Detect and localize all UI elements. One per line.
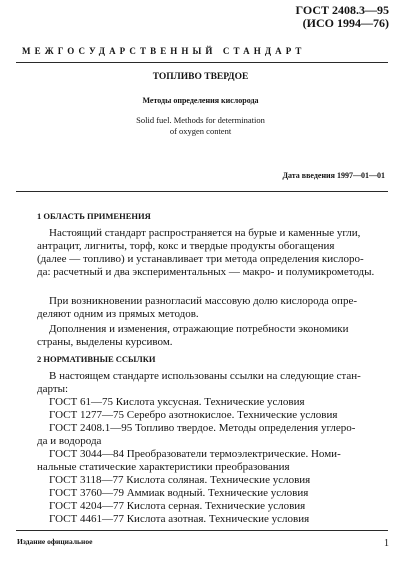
introduction-date: Дата введения 1997—01—01 xyxy=(282,171,385,180)
date-rule xyxy=(16,191,388,192)
reference-item: ГОСТ 3118—77 Кислота соляная. Технические условия xyxy=(49,474,311,486)
paragraph xyxy=(37,227,387,279)
text-line: антрацит, лигниты, торф, кокс и твердые продукты обогащения xyxy=(37,240,335,252)
standard-number: ГОСТ 2408.3—95 xyxy=(295,3,389,17)
text-line: (далее — топливо) и устанавливает три метода определения кислоро- xyxy=(37,253,364,265)
paragraph xyxy=(37,370,387,396)
text-line: страны, выделены курсивом. xyxy=(37,336,173,348)
text-line: дарты: xyxy=(37,383,69,395)
standard-type: МЕЖГОСУДАРСТВЕННЫЙ СТАНДАРТ xyxy=(22,46,306,56)
reference-item: ГОСТ 4204—77 Кислота серная. Технические условия xyxy=(49,500,306,512)
reference-list xyxy=(37,396,387,526)
document-title: ТОПЛИВО ТВЕРДОЕ xyxy=(152,72,249,82)
header-rule xyxy=(16,62,388,63)
official-edition-label: Издание официальное xyxy=(17,537,93,546)
reference-item: ГОСТ 3044—84 Преобразователи термоэлектрические. Номи- xyxy=(49,448,341,460)
text-line: При возникновении разногласий массовую долю кислорода опре- xyxy=(49,295,357,307)
reference-item: ГОСТ 4461—77 Кислота азотная. Технические условия xyxy=(49,513,310,525)
document-subtitle: Методы определения кислорода xyxy=(142,96,259,105)
standard-number-block xyxy=(296,4,390,30)
section-heading: 2 НОРМАТИВНЫЕ ССЫЛКИ xyxy=(37,354,156,364)
paragraph xyxy=(37,295,387,321)
text-line: Дополнения и изменения, отражающие потребности экономики xyxy=(49,323,349,335)
english-title xyxy=(0,115,401,137)
reference-item: нальные статические характеристики преобразования xyxy=(37,461,290,473)
english-title-line: Solid fuel. Methods for determination xyxy=(136,115,265,125)
iso-number: (ИСО 1994—76) xyxy=(302,16,389,30)
reference-item: ГОСТ 3760—79 Аммиак водный. Технические условия xyxy=(49,487,309,499)
paragraph xyxy=(37,323,387,349)
text-line: да: расчетный и два экспериментальных — макро- и полумикрометоды. xyxy=(37,266,375,278)
text-line: Настоящий стандарт распространяется на бурые и каменные угли, xyxy=(49,227,361,239)
footer-rule xyxy=(16,530,388,531)
reference-item: ГОСТ 1277—75 Серебро азотнокислое. Технические условия xyxy=(49,409,338,421)
reference-item: ГОСТ 61—75 Кислота уксусная. Технические условия xyxy=(49,396,305,408)
page-number: 1 xyxy=(384,538,389,549)
english-title-line: of oxygen content xyxy=(169,126,232,136)
reference-item: да и водорода xyxy=(37,435,102,447)
section-heading: 1 ОБЛАСТЬ ПРИМЕНЕНИЯ xyxy=(37,211,151,221)
text-line: деляют одним из прямых методов. xyxy=(37,308,199,320)
text-line: В настоящем стандарте использованы ссылки на следующие стан- xyxy=(49,370,361,382)
reference-item: ГОСТ 2408.1—95 Топливо твердое. Методы определения углеро- xyxy=(49,422,356,434)
